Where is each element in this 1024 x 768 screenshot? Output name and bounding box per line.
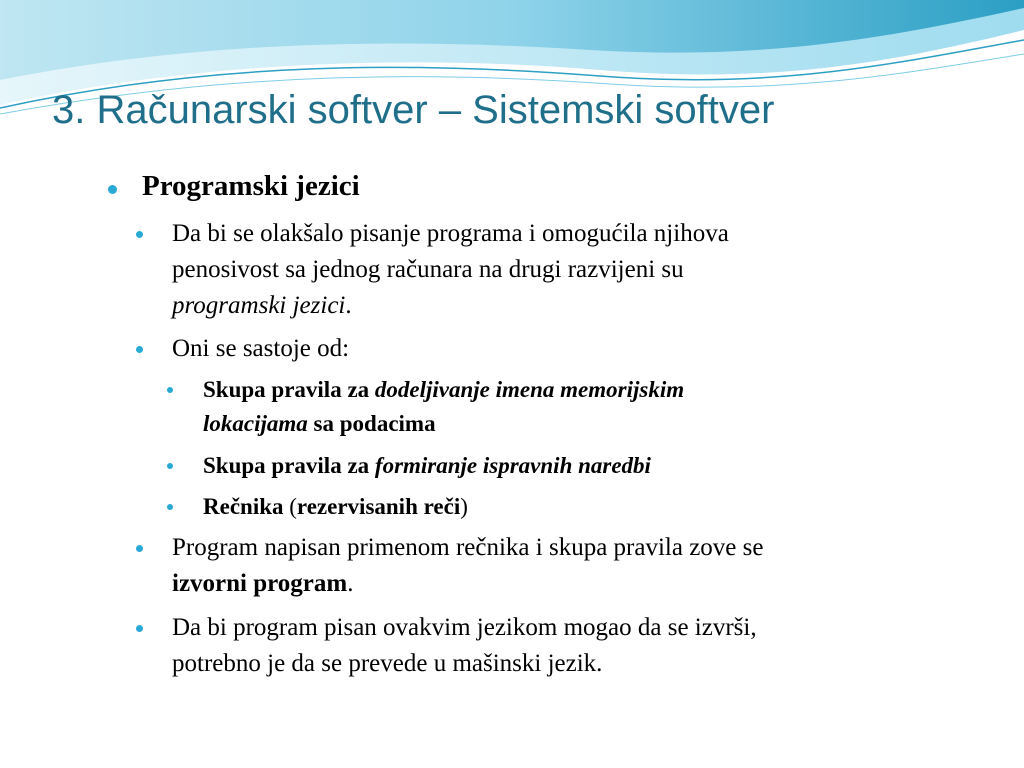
naming-rules-start: Skupa pravila za [203, 377, 375, 402]
sublist-item-dictionary [203, 490, 943, 524]
bullet-icon [167, 387, 173, 393]
sublist-item-naming-rules [203, 373, 943, 441]
heading-programski-jezici: Programski jezici [142, 170, 360, 202]
statement-rules-start: Skupa pravila za [203, 453, 375, 478]
composition-text: Oni se sastoje od: [172, 335, 350, 362]
bullet-icon [136, 231, 143, 238]
dictionary-plain-b: ) [460, 494, 468, 519]
bullet-icon [136, 545, 143, 552]
dictionary-plain-a: ( [283, 494, 297, 519]
translation-line1: Da bi program pisan ovakvim jezikom mogao da se izvrši, [172, 614, 757, 641]
translation-line2: potrebno je da se prevede u mašinski jezik. [172, 650, 603, 677]
bullet-icon [136, 625, 143, 632]
bullet-icon [136, 346, 143, 353]
naming-rules-italic-1: dodeljivanje imena memorijskim [374, 377, 685, 402]
source-program-line1: Program napisan primenom rečnika i skupa pravila zove se [172, 534, 764, 561]
source-program-end: . [347, 570, 354, 597]
sublist-item-statement-rules [203, 449, 943, 483]
purpose-end: . [345, 292, 352, 319]
list-item-composition [172, 331, 962, 367]
purpose-line1: Da bi se olakšalo pisanje programa i omogućila njihova [172, 220, 729, 247]
purpose-term: programski jezici [172, 292, 346, 319]
source-program-term: izvorni program [172, 570, 348, 597]
list-item-purpose [172, 216, 962, 324]
list-item-source-program [172, 530, 962, 602]
list-item-translation [172, 610, 962, 682]
list-item-programski-jezici [142, 170, 360, 203]
dictionary-bold-a: Rečnika [203, 494, 284, 519]
bullet-icon [167, 463, 173, 469]
naming-rules-italic-2: lokacijama [203, 411, 308, 436]
bullet-icon [108, 185, 117, 194]
statement-rules-italic: formiranje ispravnih naredbi [374, 453, 651, 478]
naming-rules-end: sa podacima [307, 411, 436, 436]
dictionary-bold-b: rezervisanih reči [296, 494, 461, 519]
bullet-icon [167, 504, 173, 510]
purpose-line2: penosivost sa jednog računara na drugi razvijeni su [172, 256, 684, 283]
slide-title: 3. Računarski softver – Sistemski softver [52, 88, 775, 132]
